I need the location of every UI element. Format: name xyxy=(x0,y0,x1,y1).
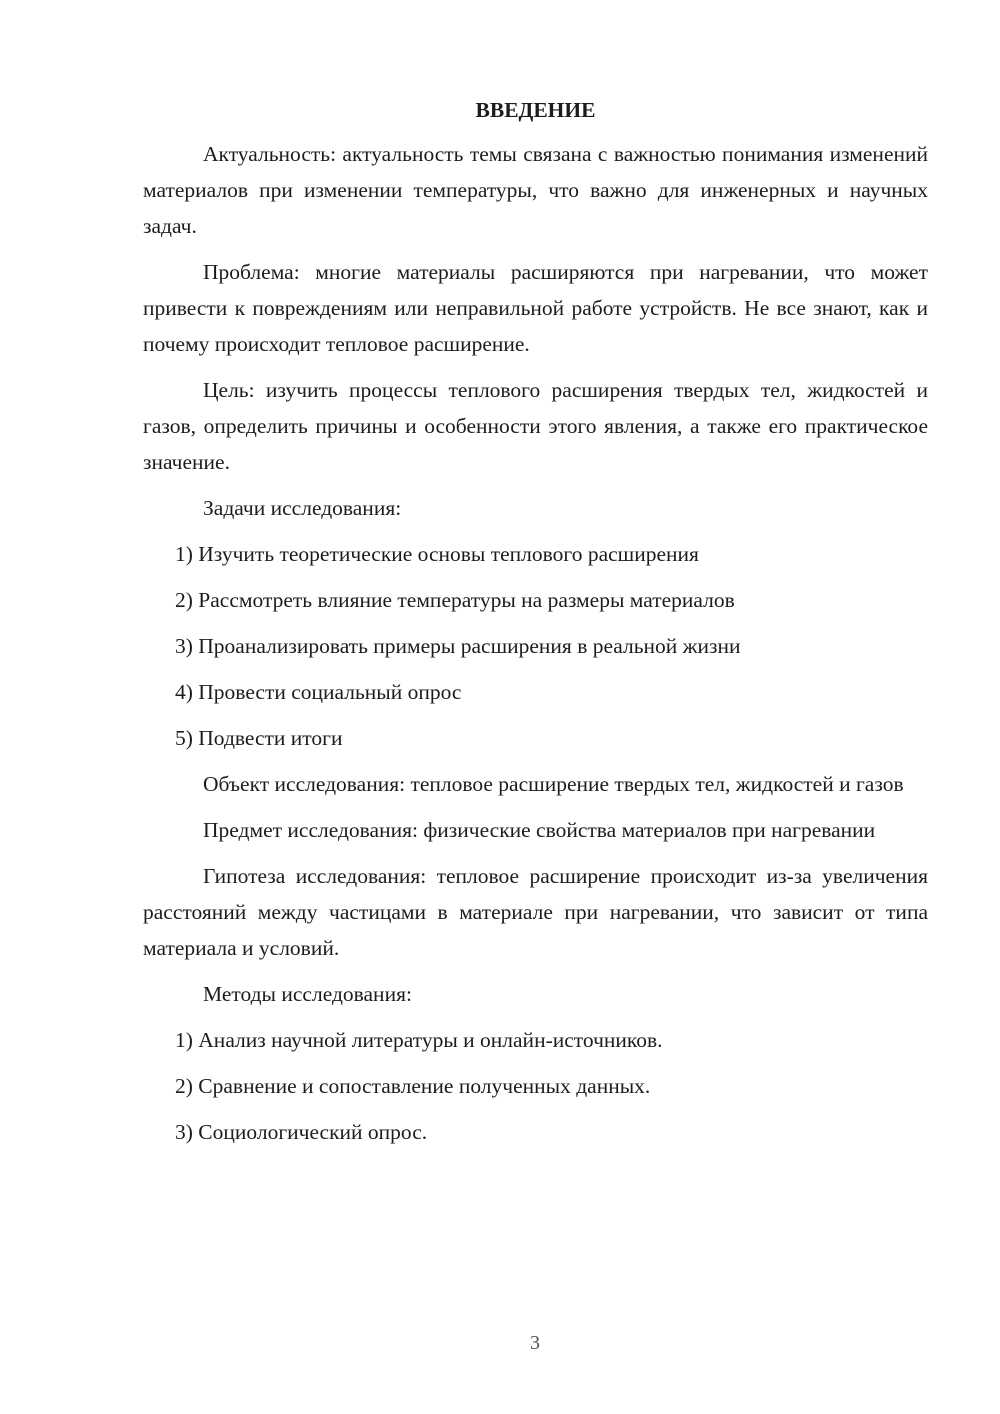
goal-paragraph: Цель: изучить процессы теплового расширения твердых тел, жидкостей и газов, определить причины и особенности этого явления, а также его практическое значение. xyxy=(143,378,928,474)
list-item: 2) Сравнение и сопоставление полученных данных. xyxy=(175,1074,651,1098)
relevance-paragraph: Актуальность: актуальность темы связана с важностью понимания изменений материалов при изменении температуры, что важно для инженерных и научных задач. xyxy=(143,142,928,238)
list-item: 4) Провести социальный опрос xyxy=(175,680,462,704)
list-item: 3) Проанализировать примеры расширения в реальной жизни xyxy=(175,634,741,658)
document-title: ВВЕДЕНИЕ xyxy=(475,98,596,122)
methods-list xyxy=(143,1022,928,1150)
problem-paragraph: Проблема: многие материалы расширяются при нагревании, что может привести к повреждениям или неправильной работе устройств. Не все знают, как и почему происходит тепловое расширение. xyxy=(143,260,928,356)
list-item: 1) Анализ научной литературы и онлайн-источников. xyxy=(175,1028,663,1052)
object-paragraph: Объект исследования: тепловое расширение твердых тел, жидкостей и газов xyxy=(203,772,904,796)
tasks-list xyxy=(143,536,928,756)
tasks-heading: Задачи исследования: xyxy=(203,496,402,520)
methods-heading: Методы исследования: xyxy=(203,982,412,1006)
page-number: 3 xyxy=(530,1332,540,1354)
subject-paragraph: Предмет исследования: физические свойства материалов при нагревании xyxy=(203,818,876,842)
list-item: 5) Подвести итоги xyxy=(175,726,343,750)
document-page xyxy=(143,92,928,1160)
list-item: 1) Изучить теоретические основы теплового расширения xyxy=(175,542,699,566)
list-item: 3) Социологический опрос. xyxy=(175,1120,428,1144)
list-item: 2) Рассмотреть влияние температуры на размеры материалов xyxy=(175,588,735,612)
hypothesis-paragraph: Гипотеза исследования: тепловое расширение происходит из-за увеличения расстояний между частицами в материале при нагревании, что зависит от типа материала и условий. xyxy=(143,864,928,960)
